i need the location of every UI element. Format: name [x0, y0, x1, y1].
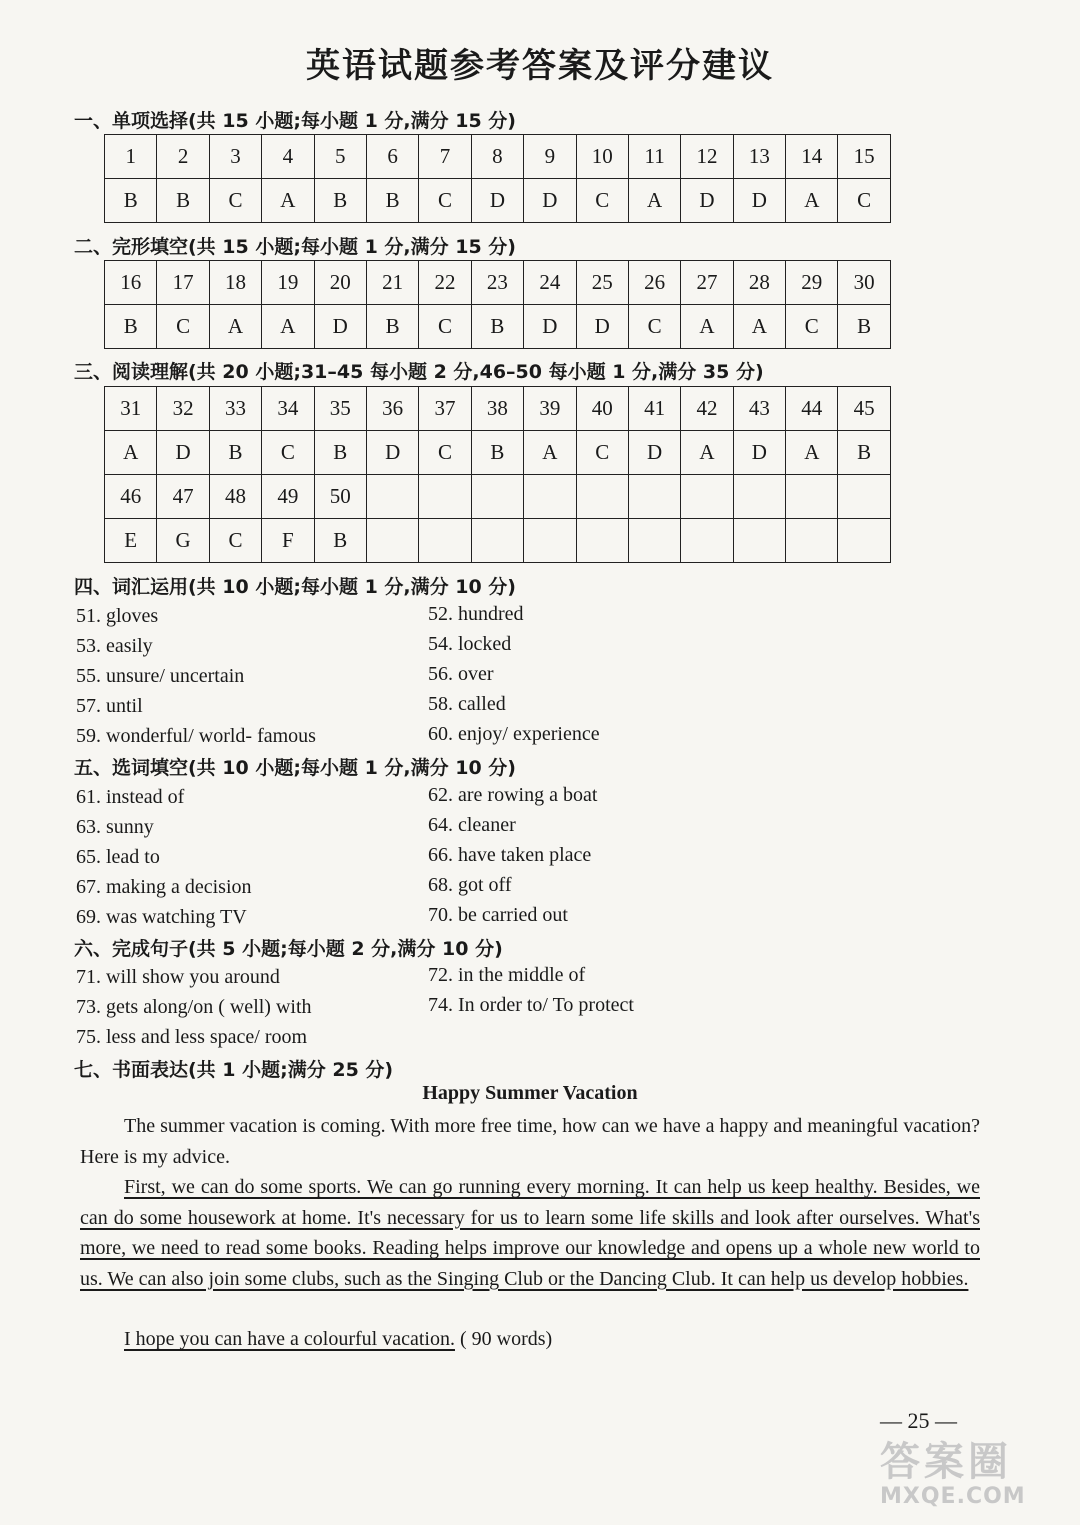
page-title: 英语试题参考答案及评分建议 — [306, 46, 774, 86]
table-cell: A — [786, 179, 838, 223]
table-cell — [786, 519, 838, 563]
table-row-answers — [105, 519, 891, 563]
table-cell: 46 — [105, 475, 157, 519]
table-cell: D — [524, 305, 576, 349]
table-cell: 8 — [471, 135, 523, 179]
table-cell — [419, 519, 471, 563]
answer-item: 75. less and less space/ room — [76, 1026, 308, 1048]
table-cell — [524, 475, 576, 519]
essay-closing-underlined: I hope you can have a colourful vacation. — [124, 1328, 455, 1350]
table-cell — [576, 475, 628, 519]
answer-item: 64. cleaner — [428, 814, 516, 836]
table-cell: A — [681, 431, 733, 475]
table-cell: A — [262, 305, 314, 349]
section-heading-7: 七、书面表达(共 1 小题;满分 25 分) — [74, 1059, 394, 1081]
table-cell — [366, 475, 418, 519]
table-cell: 24 — [524, 261, 576, 305]
table-cell: B — [838, 431, 890, 475]
answer-table-2 — [104, 260, 891, 349]
table-cell: 19 — [262, 261, 314, 305]
table-cell: 40 — [576, 387, 628, 431]
table-cell: B — [471, 305, 523, 349]
table-cell: A — [262, 179, 314, 223]
answer-item: 66. have taken place — [428, 844, 592, 866]
table-cell: A — [681, 305, 733, 349]
table-cell: B — [314, 431, 366, 475]
table-cell: 23 — [471, 261, 523, 305]
table-cell: 4 — [262, 135, 314, 179]
table-cell: B — [838, 305, 890, 349]
answer-item: 71. will show you around — [76, 966, 280, 988]
table-row-numbers — [105, 475, 891, 519]
table-cell: D — [733, 179, 785, 223]
table-cell: 10 — [576, 135, 628, 179]
answer-item: 52. hundred — [428, 603, 524, 625]
table-cell: D — [628, 431, 680, 475]
answer-table-3 — [104, 386, 891, 563]
table-cell — [733, 475, 785, 519]
answer-item: 61. instead of — [76, 786, 185, 808]
answer-item: 69. was watching TV — [76, 906, 247, 928]
table-cell: 17 — [157, 261, 209, 305]
table-cell: D — [314, 305, 366, 349]
table-cell: A — [105, 431, 157, 475]
table-cell: C — [209, 179, 261, 223]
essay-paragraph-1: The summer vacation is coming. With more free time, how can we have a happy and meaningful vacation? Here is my advice. — [80, 1115, 980, 1168]
table-cell: C — [262, 431, 314, 475]
table-cell: A — [524, 431, 576, 475]
table-cell — [419, 475, 471, 519]
table-cell — [524, 519, 576, 563]
table-cell: 50 — [314, 475, 366, 519]
table-cell: 36 — [366, 387, 418, 431]
table-row-numbers — [105, 135, 891, 179]
table-row-numbers — [105, 387, 891, 431]
table-cell: 30 — [838, 261, 890, 305]
table-cell: 43 — [733, 387, 785, 431]
table-cell: B — [366, 305, 418, 349]
table-cell: 6 — [366, 135, 418, 179]
table-cell: 31 — [105, 387, 157, 431]
table-cell: B — [105, 179, 157, 223]
table-cell: 22 — [419, 261, 471, 305]
answer-item: 53. easily — [76, 635, 153, 657]
table-cell: 14 — [786, 135, 838, 179]
table-cell: A — [733, 305, 785, 349]
table-cell: D — [471, 179, 523, 223]
table-cell: D — [733, 431, 785, 475]
table-cell: 12 — [681, 135, 733, 179]
table-cell: 47 — [157, 475, 209, 519]
table-cell: B — [471, 431, 523, 475]
table-cell — [786, 475, 838, 519]
section-heading-1: 一、单项选择(共 15 小题;每小题 1 分,满分 15 分) — [74, 110, 516, 132]
answer-item: 51. gloves — [76, 605, 159, 627]
answer-item: 55. unsure/ uncertain — [76, 665, 245, 687]
table-cell: D — [524, 179, 576, 223]
table-cell: 39 — [524, 387, 576, 431]
table-cell: 18 — [209, 261, 261, 305]
table-cell: 48 — [209, 475, 261, 519]
answer-item: 63. sunny — [76, 816, 154, 838]
table-cell: C — [157, 305, 209, 349]
essay-paragraph-2 — [80, 1172, 980, 1294]
table-cell: F — [262, 519, 314, 563]
table-cell: C — [419, 431, 471, 475]
table-cell — [733, 519, 785, 563]
section-heading-6: 六、完成句子(共 5 小题;每小题 2 分,满分 10 分) — [74, 938, 503, 960]
essay-body-underlined: First, we can do some sports. We can go running every morning. It can help us keep healthy. Besides, we can do some housework at home. It's necessary for us to learn some life skills and look after ourselves. What's more, we need to read some books. Reading helps improve our knowledge and opens up a whole new world to us. We can also join some clubs, such as the Singing Club or the Dancing Club. It can help us develop hobbies. — [80, 1176, 980, 1290]
table-cell — [576, 519, 628, 563]
table-cell: C — [576, 431, 628, 475]
table-cell: 33 — [209, 387, 261, 431]
answer-item: 54. locked — [428, 633, 512, 655]
table-cell: C — [419, 305, 471, 349]
table-cell: 34 — [262, 387, 314, 431]
table-cell: 37 — [419, 387, 471, 431]
answer-item: 58. called — [428, 693, 506, 715]
table-cell: D — [157, 431, 209, 475]
table-cell: B — [157, 179, 209, 223]
table-cell: 41 — [628, 387, 680, 431]
table-cell: D — [681, 179, 733, 223]
table-cell: 11 — [628, 135, 680, 179]
answer-item: 62. are rowing a boat — [428, 784, 598, 806]
table-cell: 7 — [419, 135, 471, 179]
table-cell: C — [576, 179, 628, 223]
table-cell: 5 — [314, 135, 366, 179]
table-cell: E — [105, 519, 157, 563]
table-cell — [628, 519, 680, 563]
answer-table-1 — [104, 134, 891, 223]
table-cell: 45 — [838, 387, 890, 431]
section-heading-2: 二、完形填空(共 15 小题;每小题 1 分,满分 15 分) — [74, 236, 516, 258]
table-cell: 35 — [314, 387, 366, 431]
section-heading-5: 五、选词填空(共 10 小题;每小题 1 分,满分 10 分) — [74, 757, 516, 779]
table-cell: A — [209, 305, 261, 349]
table-cell: 26 — [628, 261, 680, 305]
table-cell — [838, 475, 890, 519]
section-heading-3: 三、阅读理解(共 20 小题;31–45 每小题 2 分,46–50 每小题 1 分,满分 35 分) — [74, 361, 764, 383]
table-cell: B — [105, 305, 157, 349]
answer-item: 73. gets along/on ( well) with — [76, 996, 312, 1018]
table-cell: C — [209, 519, 261, 563]
watermark-logo-text: 答案圈 — [880, 1439, 1012, 1485]
watermark-url: MXQE.COM — [880, 1484, 1026, 1509]
table-cell: D — [366, 431, 418, 475]
table-cell — [681, 475, 733, 519]
table-row-answers — [105, 305, 891, 349]
answer-item: 67. making a decision — [76, 876, 252, 898]
table-cell: 9 — [524, 135, 576, 179]
table-cell — [628, 475, 680, 519]
table-cell — [471, 519, 523, 563]
answer-item: 68. got off — [428, 874, 512, 896]
table-cell: C — [628, 305, 680, 349]
table-cell: A — [786, 431, 838, 475]
table-cell: B — [314, 519, 366, 563]
table-cell: D — [576, 305, 628, 349]
table-row-answers — [105, 179, 891, 223]
table-cell: 28 — [733, 261, 785, 305]
answer-item: 70. be carried out — [428, 904, 568, 926]
table-cell — [366, 519, 418, 563]
table-cell: 16 — [105, 261, 157, 305]
table-cell: 20 — [314, 261, 366, 305]
essay-paragraph-3 — [80, 1324, 980, 1355]
answer-item: 60. enjoy/ experience — [428, 723, 600, 745]
page-number: — 25 — — [880, 1408, 957, 1433]
table-cell: 49 — [262, 475, 314, 519]
answer-item: 65. lead to — [76, 846, 160, 868]
table-cell: 42 — [681, 387, 733, 431]
table-cell: C — [838, 179, 890, 223]
answer-item: 72. in the middle of — [428, 964, 586, 986]
table-cell: A — [628, 179, 680, 223]
table-cell: 27 — [681, 261, 733, 305]
table-cell — [838, 519, 890, 563]
table-cell: 1 — [105, 135, 157, 179]
table-row-numbers — [105, 261, 891, 305]
table-cell: C — [786, 305, 838, 349]
essay-title: Happy Summer Vacation — [422, 1082, 638, 1104]
table-cell: 15 — [838, 135, 890, 179]
table-cell: 2 — [157, 135, 209, 179]
table-cell — [471, 475, 523, 519]
table-cell: C — [419, 179, 471, 223]
table-cell: 21 — [366, 261, 418, 305]
answer-item: 74. In order to/ To protect — [428, 994, 634, 1016]
table-cell: B — [314, 179, 366, 223]
table-cell: 29 — [786, 261, 838, 305]
answer-item: 56. over — [428, 663, 494, 685]
table-row-answers — [105, 431, 891, 475]
table-cell: 13 — [733, 135, 785, 179]
table-cell: 25 — [576, 261, 628, 305]
answer-item: 57. until — [76, 695, 143, 717]
table-cell: 38 — [471, 387, 523, 431]
section-heading-4: 四、词汇运用(共 10 小题;每小题 1 分,满分 10 分) — [74, 576, 516, 598]
table-cell: G — [157, 519, 209, 563]
table-cell: 3 — [209, 135, 261, 179]
table-cell: 32 — [157, 387, 209, 431]
table-cell: 44 — [786, 387, 838, 431]
table-cell: B — [366, 179, 418, 223]
watermark — [880, 1440, 1050, 1520]
essay-word-count: ( 90 words) — [454, 1328, 553, 1350]
table-cell: B — [209, 431, 261, 475]
answer-item: 59. wonderful/ world- famous — [76, 725, 316, 747]
table-cell — [681, 519, 733, 563]
